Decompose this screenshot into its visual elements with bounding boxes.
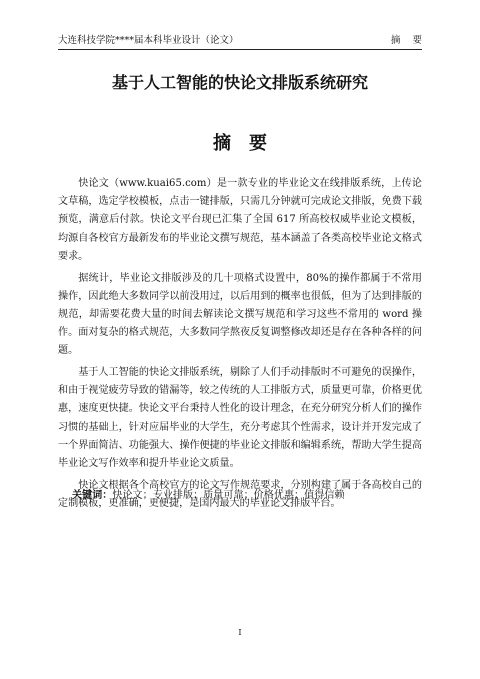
page-number: I <box>238 628 242 637</box>
keywords-line <box>72 487 422 505</box>
paper-title: 基于人工智能的快论文排版系统研究 <box>111 73 368 92</box>
header-right-text: 摘 要 <box>390 35 422 46</box>
header-left-text: 大连科技学院****届本科毕业设计（论文） <box>58 35 239 46</box>
abstract-paragraph: 快论文（www.kuai65.com）是一款专业的毕业论文在线排版系统，上传论文草稿，选定学校模板，点击一键排版，只需几分钟就可完成论文排版，免费下载预览，满意后付款。快论文平台现已汇集了全国 617 所高校权威毕业论文模板，均源自各校官方最新发布的毕业论文撰写规范，基本涵盖了各类高校毕业论文格式要求。 <box>58 178 422 262</box>
abstract-body <box>58 175 422 517</box>
abstract-paragraph: 基于人工智能的快论文排版系统，剔除了人们手动排版时不可避免的误操作，和由于视觉疲劳导致的错漏等，较之传统的人工排版方式，质量更可靠，价格更优惠，速度更快捷。快论文平台秉持人性化的设计理念，在充分研究分析人们的操作习惯的基础上，针对应届毕业的大学生，充分考虑其个性需求，设计并开发完成了一个界面简洁、功能强大、操作便捷的毕业论文排版和编辑系统，帮助大学生提高毕业论文写作效率和提升毕业论文质量。 <box>58 367 422 470</box>
keywords-label: 关键词： <box>72 490 113 501</box>
abstract-paragraph: 据统计，毕业论文排版涉及的几十项格式设置中，80%的操作都属于不常用操作，因此绝大多数同学以前没用过，以后用到的概率也很低，但为了达到排版的规范，却需要花费大量的时间去解读论文撰写规范和学习这些不常用的 word 操作。面对复杂的格式规范，大多数同学熬夜反复调整修改却还是存在各种各样的问题。 <box>58 272 422 357</box>
header-rule <box>58 49 422 50</box>
abstract-heading: 摘要 <box>213 133 285 154</box>
abstract-paragraph: 快论文根据各个高校官方的论文写作规范要求，分别构建了属于各高校自己的定制模板，更准确，更便捷，是国内最大的毕业论文排版平台。 <box>58 479 422 509</box>
keywords-text: 快论文；专业排版；质量可靠；价格优惠；值得信赖 <box>112 490 345 501</box>
running-header <box>58 34 422 48</box>
